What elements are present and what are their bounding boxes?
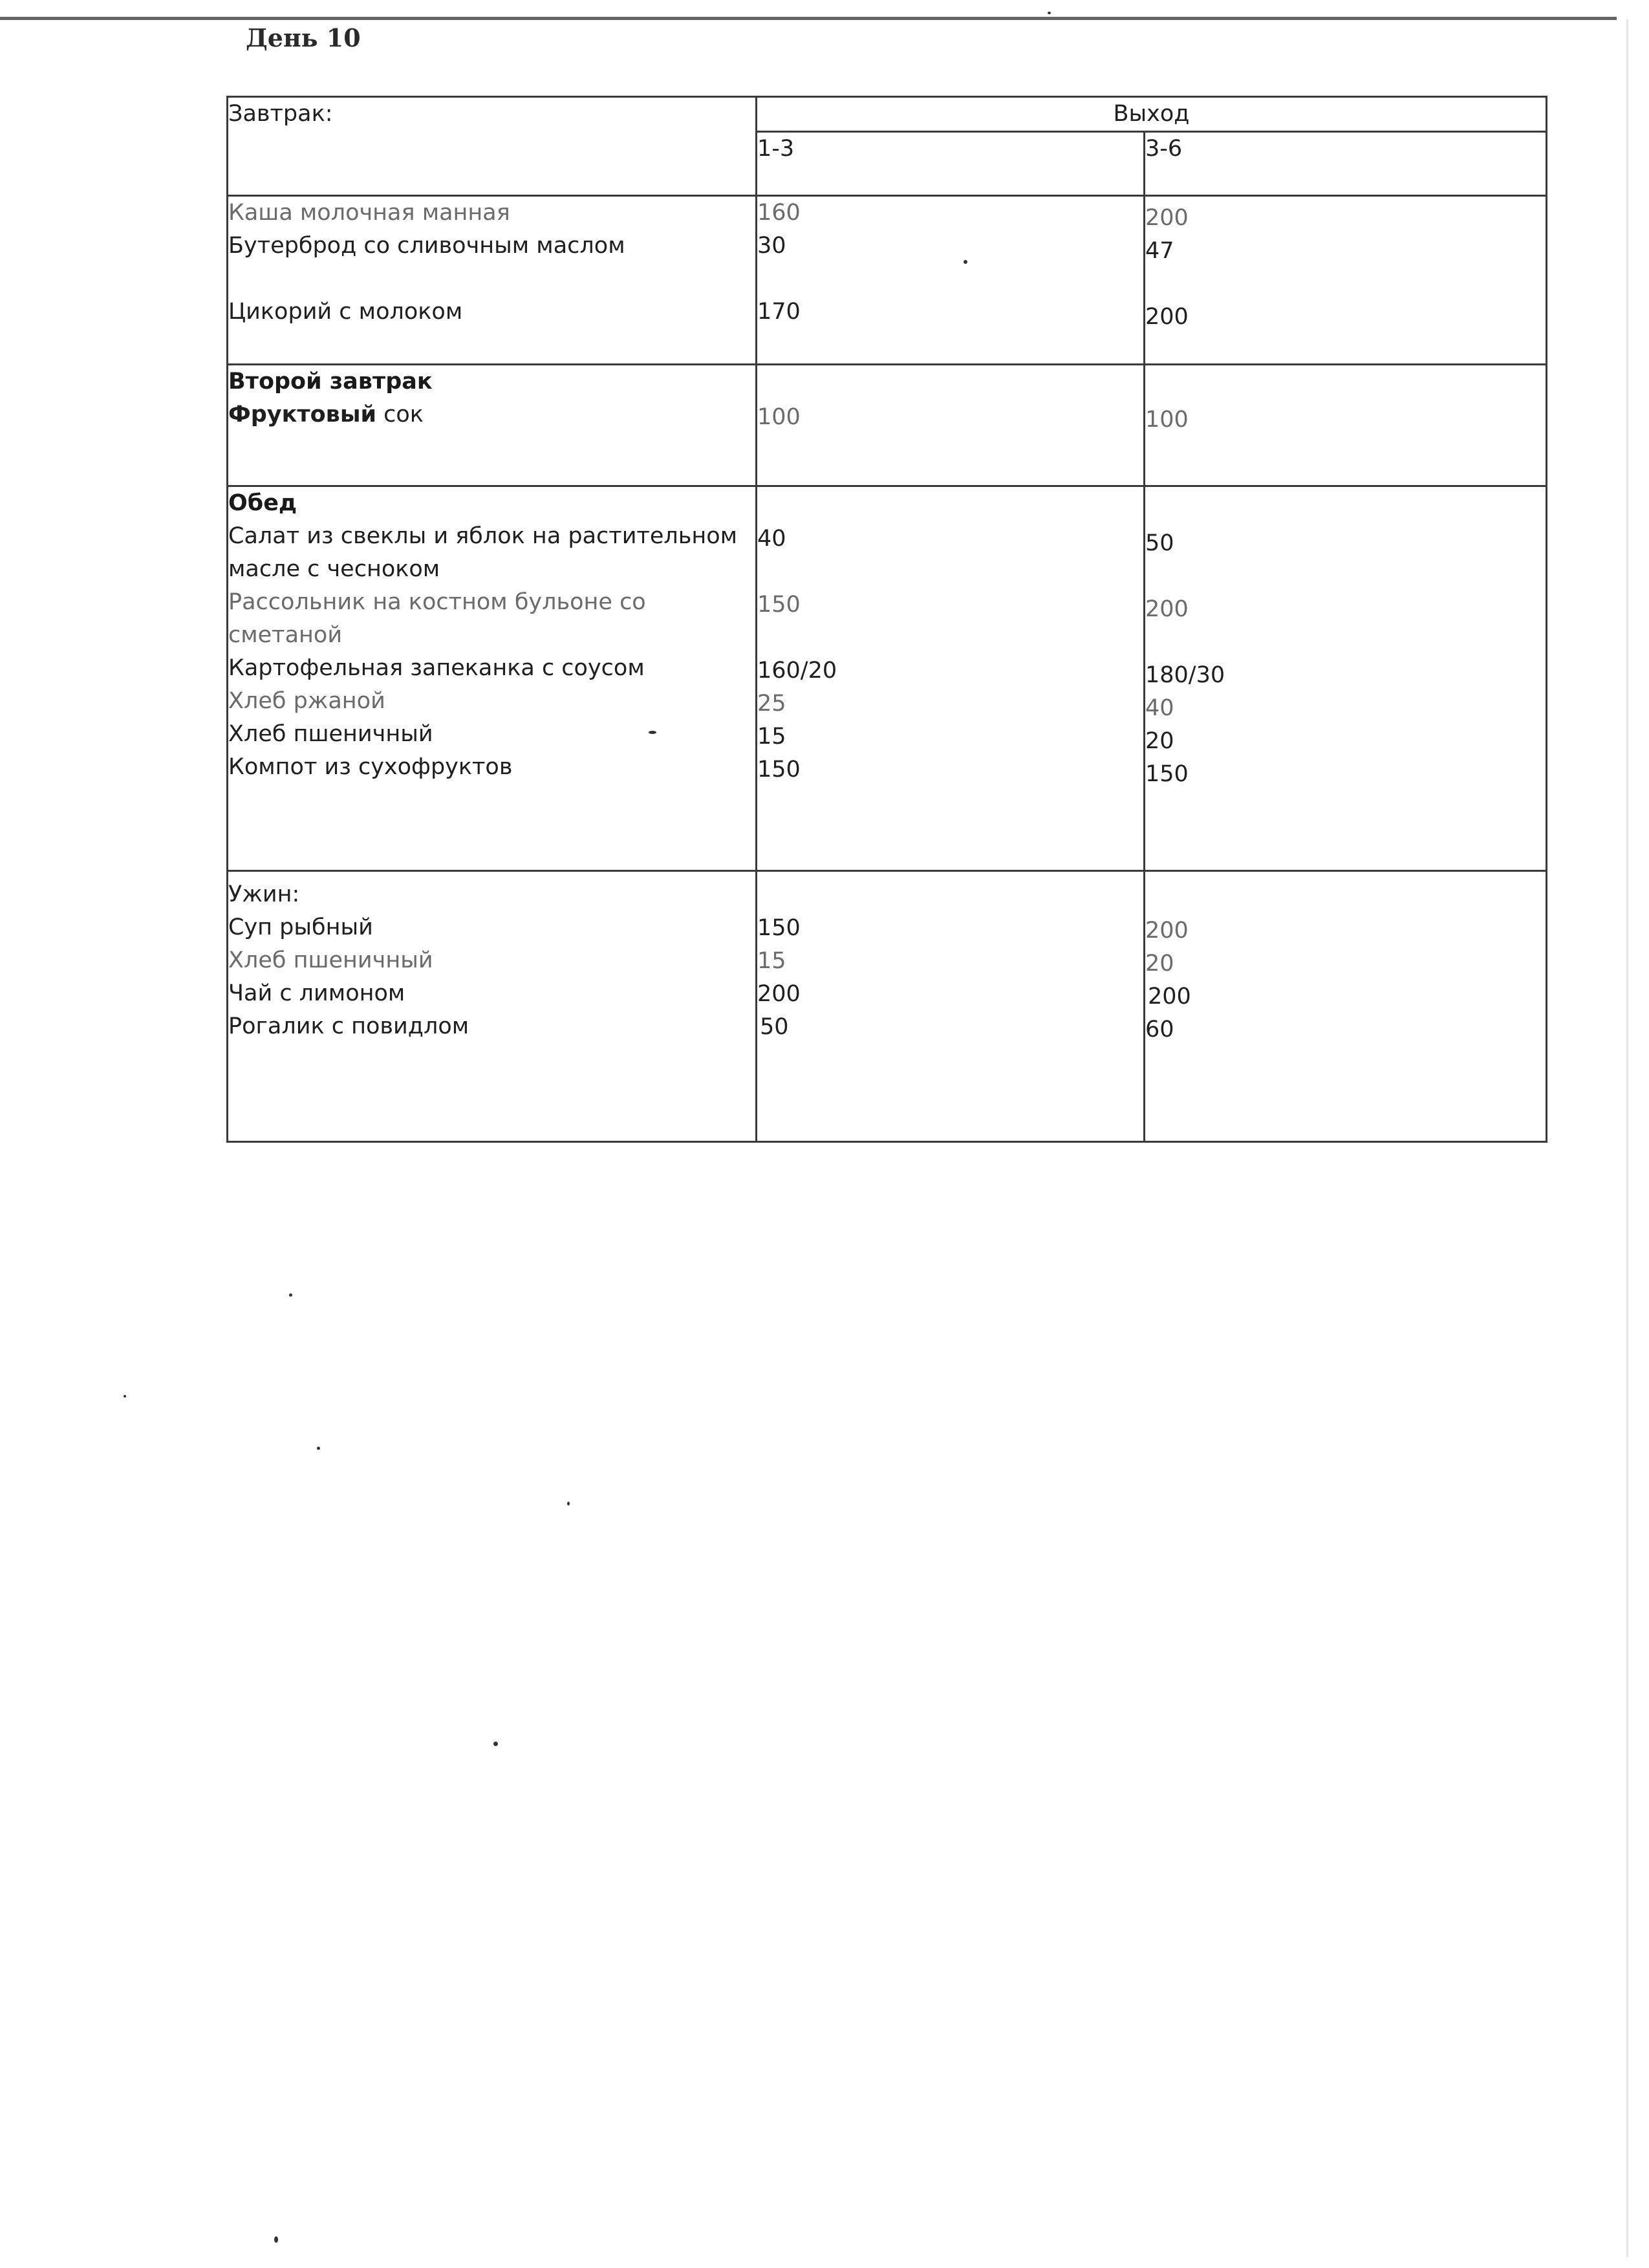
breakfast-header-label: Завтрак: bbox=[228, 101, 333, 127]
dish-name: Бутерброд со сливочным маслом bbox=[228, 233, 625, 259]
dish-name: Суп рыбный bbox=[228, 914, 373, 940]
dish-name: Хлеб пшеничный bbox=[228, 947, 433, 973]
portion-value: 20 bbox=[1145, 951, 1174, 977]
scan-edge-right bbox=[1626, 19, 1628, 2257]
lunch-values-b bbox=[1145, 486, 1547, 871]
scan-edge-top bbox=[0, 17, 1617, 20]
scan-speck bbox=[567, 1502, 570, 1506]
scan-speck bbox=[124, 1395, 126, 1398]
portion-value: 40 bbox=[1145, 695, 1174, 721]
header-row bbox=[228, 97, 1547, 132]
section-title: Второй завтрак bbox=[228, 369, 433, 394]
scan-speck bbox=[493, 1742, 498, 1746]
portion-value: 20 bbox=[1145, 728, 1174, 754]
portion-value: 50 bbox=[760, 1014, 789, 1040]
second-breakfast-value-a bbox=[757, 365, 1145, 486]
portion-value: 47 bbox=[1145, 238, 1174, 264]
dinner-values-a bbox=[757, 871, 1145, 1142]
section-title: Ужин: bbox=[228, 881, 300, 907]
portion-value: 15 bbox=[757, 948, 786, 974]
second-breakfast-row bbox=[228, 365, 1547, 486]
second-breakfast-dishes-cell bbox=[228, 365, 757, 486]
portion-value: 160/20 bbox=[757, 658, 837, 684]
dinner-row bbox=[228, 871, 1547, 1142]
dish-name: Каша молочная манная bbox=[228, 200, 510, 226]
menu-table bbox=[226, 96, 1547, 1143]
portion-value: 200 bbox=[1145, 596, 1189, 622]
portion-value: 160 bbox=[757, 200, 801, 226]
portion-value: 100 bbox=[1145, 407, 1189, 433]
scan-speck bbox=[289, 1293, 292, 1297]
output-header-cell bbox=[757, 97, 1547, 132]
dinner-dishes-cell bbox=[228, 871, 757, 1142]
dish-name: Рогалик с повидлом bbox=[228, 1013, 469, 1039]
portion-value: 100 bbox=[757, 404, 801, 430]
breakfast-dishes-cell bbox=[228, 196, 757, 365]
scan-speck bbox=[317, 1447, 320, 1450]
portion-value: 50 bbox=[1145, 530, 1174, 556]
output-label: Выход bbox=[1113, 101, 1190, 127]
portion-value: 200 bbox=[1145, 918, 1189, 944]
dish-name: Хлеб ржаной bbox=[228, 688, 385, 714]
portion-value: 60 bbox=[1145, 1017, 1174, 1042]
dish-name-bold-part: Фруктовый bbox=[228, 402, 376, 427]
dish-name: Хлеб пшеничный bbox=[228, 721, 433, 747]
breakfast-row bbox=[228, 196, 1547, 365]
portion-value: 150 bbox=[757, 915, 801, 941]
age-group-cell-a bbox=[757, 132, 1145, 196]
lunch-row bbox=[228, 486, 1547, 871]
portion-value: 150 bbox=[757, 592, 801, 618]
dish-name: Рассольник на костном бульоне со сметаной bbox=[228, 589, 646, 648]
lunch-dishes-cell bbox=[228, 486, 757, 871]
page-title: День 10 bbox=[246, 23, 361, 52]
portion-value: 40 bbox=[757, 526, 786, 552]
scan-speck bbox=[274, 2236, 278, 2243]
dish-name: Картофельная запеканка с соусом bbox=[228, 655, 645, 681]
portion-value: 200 bbox=[1145, 205, 1189, 231]
dinner-values-b bbox=[1145, 871, 1547, 1142]
dish-name-rest: сок bbox=[376, 402, 424, 427]
scan-speck bbox=[649, 731, 656, 734]
dish-name: Чай с лимоном bbox=[228, 980, 405, 1006]
second-breakfast-value-b bbox=[1145, 365, 1547, 486]
lunch-values-a bbox=[757, 486, 1145, 871]
breakfast-values-a bbox=[757, 196, 1145, 365]
dish-name: Салат из свеклы и яблок на растительном масле с чесноком bbox=[228, 523, 738, 582]
portion-value: 200 bbox=[1148, 984, 1191, 1010]
dish-name bbox=[228, 398, 755, 431]
scan-speck bbox=[964, 260, 967, 264]
header-meal-cell bbox=[228, 97, 757, 196]
portion-value: 150 bbox=[1145, 761, 1189, 787]
age-group-label-a: 1-3 bbox=[757, 136, 795, 162]
portion-value: 200 bbox=[1145, 304, 1189, 330]
scan-speck bbox=[1048, 12, 1051, 14]
age-group-cell-b bbox=[1145, 132, 1547, 196]
dish-name: Компот из сухофруктов bbox=[228, 754, 513, 780]
age-group-label-b: 3-6 bbox=[1145, 136, 1183, 162]
portion-value: 200 bbox=[757, 981, 801, 1007]
section-title: Обед bbox=[228, 490, 297, 516]
portion-value: 30 bbox=[757, 233, 786, 259]
breakfast-values-b bbox=[1145, 196, 1547, 365]
portion-value: 170 bbox=[757, 299, 801, 325]
dish-name: Цикорий с молоком bbox=[228, 299, 463, 325]
portion-value: 180/30 bbox=[1145, 662, 1225, 688]
portion-value: 25 bbox=[757, 691, 786, 717]
portion-value: 150 bbox=[757, 757, 801, 783]
portion-value: 15 bbox=[757, 724, 786, 750]
